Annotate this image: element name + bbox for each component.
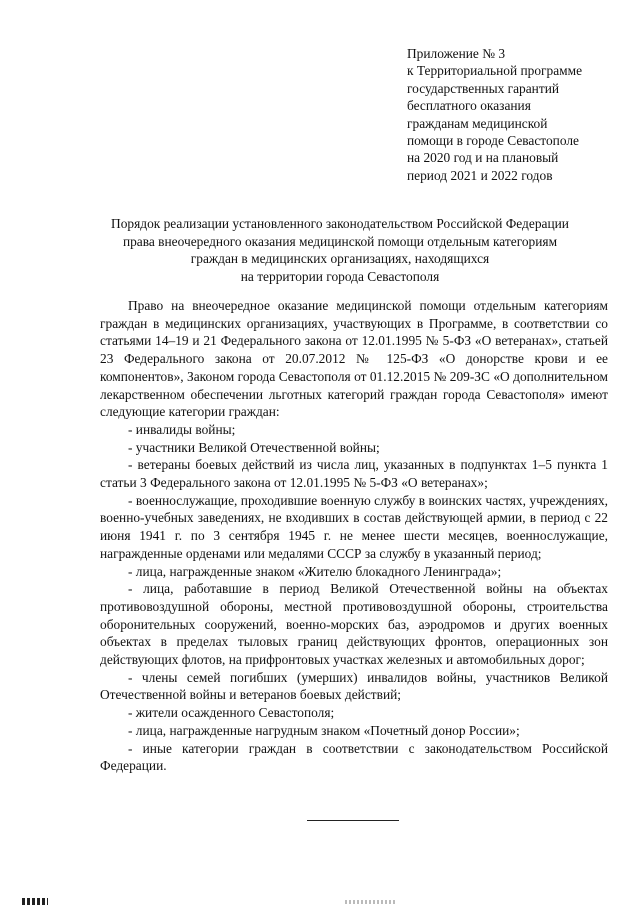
list-item: - ветераны боевых действий из числа лиц, указанных в подпунктах 1–5 пункта 1 статьи 3 Федерального закона от 12.01.1995 № 5-ФЗ «О ветеранах»; [100, 457, 608, 491]
footer-faint-mark [345, 900, 395, 904]
appendix-line: государственных гарантий [407, 80, 560, 96]
list-item: - лица, награжденные нагрудным знаком «Почетный донор России»; [128, 722, 520, 738]
list-item: - члены семей погибших (умерших) инвалидов войны, участников Великой Отечественной войны и ветеранов боевых действий; [100, 669, 608, 703]
list-item: - иные категории граждан в соответствии с законодательством Российской Федерации. [100, 740, 608, 774]
appendix-line: гражданам медицинской [407, 115, 548, 131]
list-item: - участники Великой Отечественной войны; [128, 439, 380, 455]
title-line: Порядок реализации установленного законодательством Российской Федерации [111, 216, 569, 231]
list-item: - лица, работавшие в период Великой Отечественной войны на объектах противовоздушной обороны, местной противовоздушной обороны, строительства оборонительных сооружений, военно-морских баз, аэродромов и других военных объектах в пределах тыловых границ действующих фронтов, операционных зон действующих флотов, на прифронтовых участках железных и автомобильных дорог; [100, 581, 608, 668]
list-item: - военнослужащие, проходившие военную службу в воинских частях, учреждениях, военно-учебных заведениях, не входивших в состав действующей армии, в период с 22 июня 1941 г. по 3 сентября 1945 г. не менее шести месяцев, военнослужащие, награжденные орденами или медалями СССР за службу в указанный период; [100, 492, 608, 561]
end-divider [307, 820, 399, 821]
appendix-line: помощи в городе Севастополе [407, 133, 579, 149]
appendix-block [407, 45, 622, 184]
list-item: - лица, награжденные знаком «Жителю блокадного Ленинграда»; [128, 563, 502, 579]
appendix-line: к Территориальной программе [407, 63, 583, 79]
appendix-line: на 2020 год и на плановый [407, 150, 559, 166]
document-body [100, 297, 608, 775]
title-line: на территории города Севастополя [240, 268, 440, 284]
appendix-line: бесплатного оказания [407, 98, 531, 114]
document-title [40, 215, 633, 285]
appendix-line: период 2021 и 2022 годов [407, 167, 553, 183]
title-line: граждан в медицинских организациях, находящихся [190, 251, 490, 267]
list-item: - инвалиды войны; [128, 421, 236, 437]
list-item: - жители осажденного Севастополя; [128, 705, 335, 721]
title-line: права внеочередного оказания медицинской помощи отдельным категориям [122, 233, 558, 249]
footer-scan-mark [22, 898, 48, 905]
appendix-line: Приложение № 3 [407, 46, 506, 61]
intro-paragraph: Право на внеочередное оказание медицинской помощи отдельным категориям граждан в медицинских организациях, участвующих в Программе, в соответствии со статьями 14–19 и 21 Федерального закона от 12.01.1995 № 5-ФЗ «О ветеранах», статьей 23 Федерального закона от 20.07.2012 № 125-ФЗ «О донорстве крови и ее компонентов», Законом города Севастополя от 01.12.2015 № 209-ЗС «О дополнительном лекарственном обеспечении льготных категорий граждан города Севастополя» имеют следующие категории граждан: [100, 298, 608, 420]
